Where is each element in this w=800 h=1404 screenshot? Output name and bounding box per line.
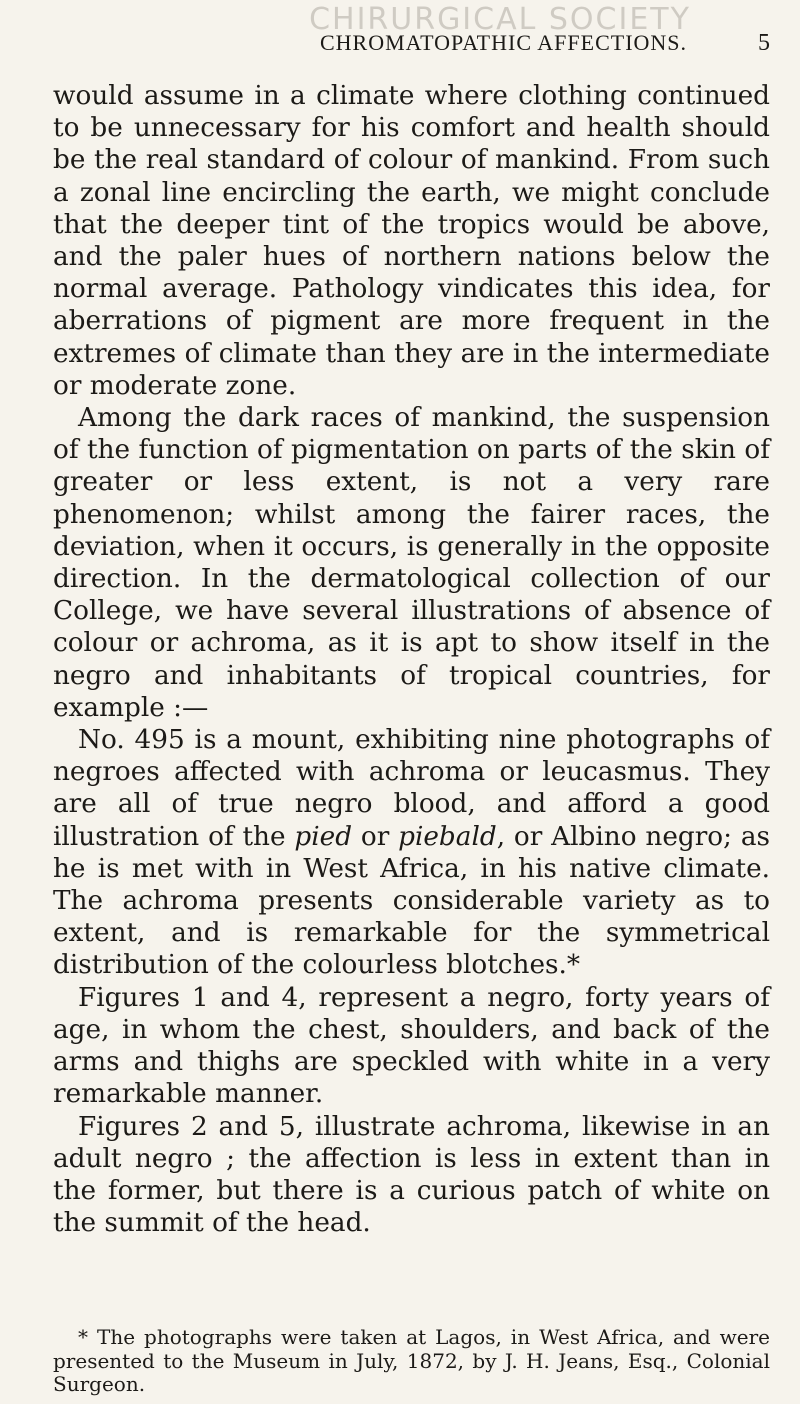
running-head: CHROMATOPATHIC AFFECTIONS.: [319, 30, 688, 55]
footnote: * The photographs were taken at Lagos, in West Africa, and were presented to the Museum in July, 1872, by J. H. Jeans, Esq., Colonial Surgeon.: [53, 1325, 770, 1396]
footnotes: [53, 1326, 770, 1397]
body-text: [53, 80, 770, 1239]
italic-pied: pied: [294, 821, 353, 852]
italic-piebald: piebald: [398, 821, 497, 852]
paragraph-3: [53, 724, 770, 982]
paragraph-4: Figures 1 and 4, represent a negro, forty years of age, in whom the chest, shoulders, and back of the arms and thighs are speckled with white in a very remarkable manner.: [53, 982, 770, 1110]
paragraph-3-part-2: or: [352, 821, 399, 852]
page-number: 5: [758, 30, 770, 56]
paragraph-1: would assume in a climate where clothing continued to be unnecessary for his comfort and health should be the real standard of colour of mankind. From such a zonal line encircling the earth, we might conclude that the deeper tint of the tropics would be above, and the paler hues of northern nations below the normal average. Pathology vindicates this idea, for aberrations of pigment are more frequent in the extremes of climate than they are in the intermediate or moderate zone.: [53, 81, 770, 401]
paragraph-3-part-3: , or Albino negro; as he is met with in West Africa, in his native climate. The achroma presents considerable variety as to extent, and is remarkable for the symmetrical distribution of the colourless blotches.*: [53, 821, 770, 981]
library-stamp: CHIRURGICAL SOCIETY: [309, 2, 691, 37]
paragraph-3-part-1: No. 495 is a mount, exhibiting nine photographs of negroes affected with achroma or leucasmus. They are all of true negro blood, and afford a good illustration of the: [53, 725, 770, 852]
paragraph-5: Figures 2 and 5, illustrate achroma, likewise in an adult negro ; the affection is less in extent than in the former, but there is a curious patch of white on the summit of the head.: [53, 1111, 770, 1239]
page-header: [53, 30, 770, 57]
paragraph-2: Among the dark races of mankind, the suspension of the function of pigmentation on parts of the skin of greater or less extent, is not a very rare phenomenon; whilst among the fairer races, the deviation, when it occurs, is generally in the opposite direction. In the dermatological collection of our College, we have several illustrations of absence of colour or achroma, as it is apt to show itself in the negro and inhabitants of tropical countries, for example :—: [53, 403, 770, 723]
